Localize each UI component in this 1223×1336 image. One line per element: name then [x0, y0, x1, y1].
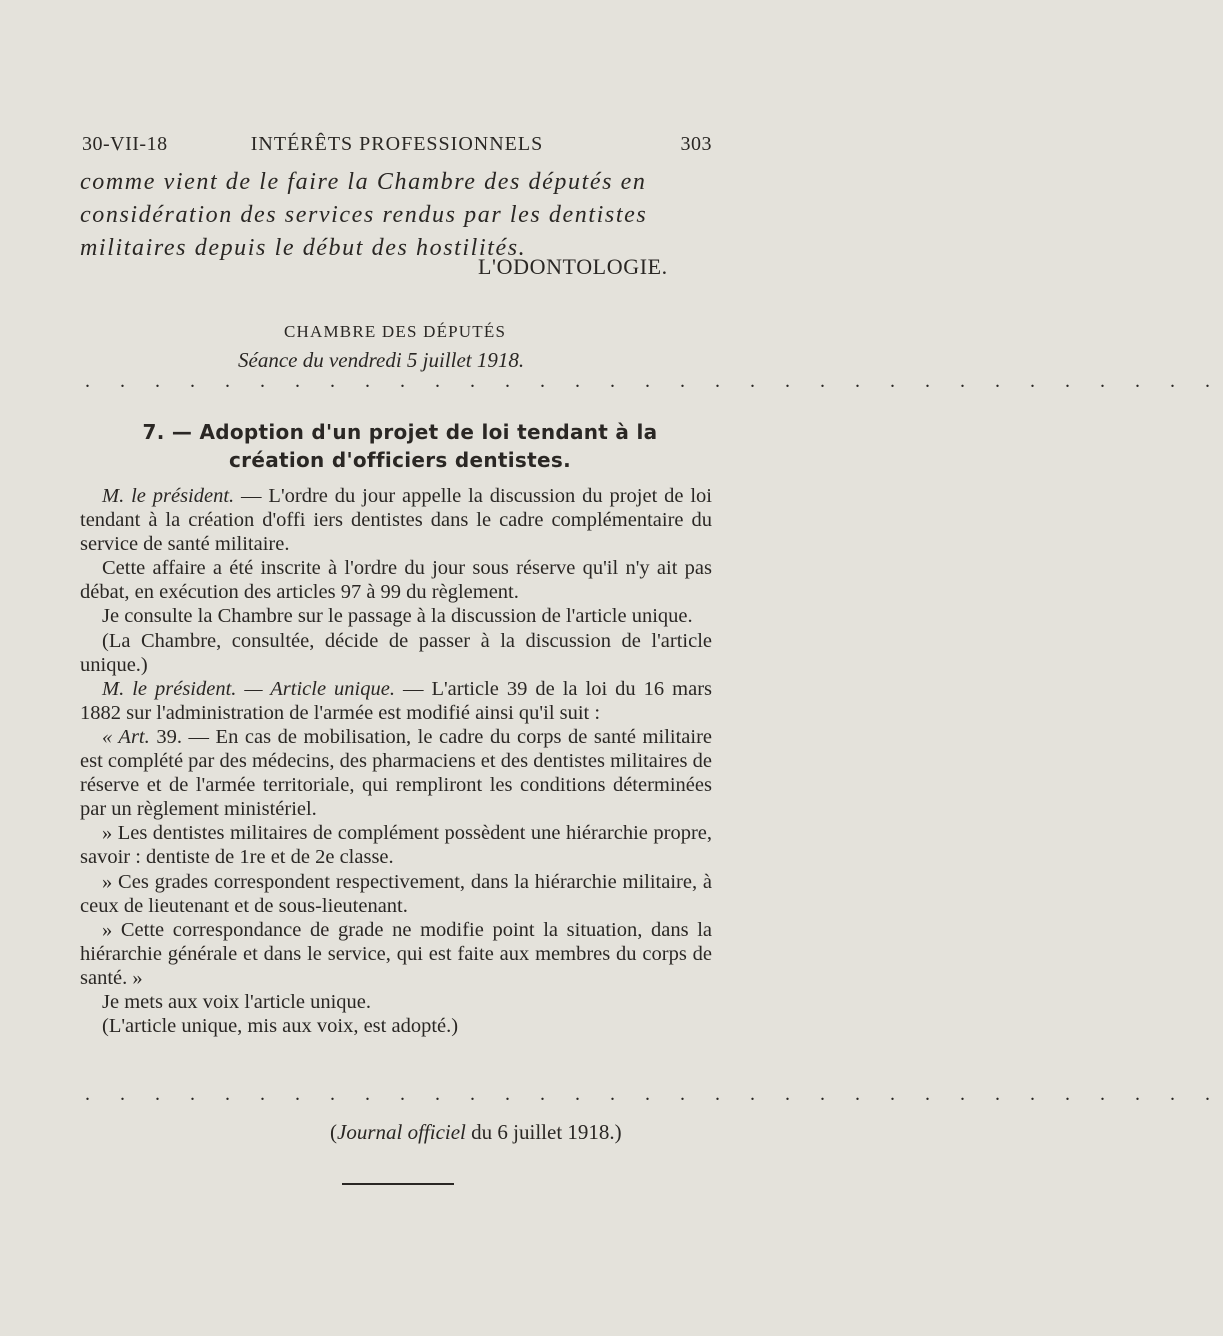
paragraph-text: — L'ordre du jour appelle la discussion du projet de loi tendant à la création d'offi iers dentistes dans le cadre complémentaire du service de santé militaire. [80, 485, 712, 556]
running-header [82, 133, 712, 161]
end-rule [342, 1183, 454, 1185]
paragraph: Je mets aux voix l'article unique. [102, 990, 371, 1013]
header-date: 30-VII-18 [82, 133, 168, 155]
page-number: 303 [680, 133, 712, 155]
journal-name: Journal officiel [337, 1120, 466, 1144]
paragraph-text: 39. — En cas de mobilisation, le cadre du corps de santé militaire est complété par des médecins, des pharmaciens et des dentistes militaires de réserve et de l'armée territoriale, qui rempliront les conditions déterminées par un règlement ministériel. [80, 725, 712, 821]
paragraph: Je consulte la Chambre sur le passage à la discussion de l'article unique. [102, 605, 693, 628]
paragraph: Cette affaire a été inscrite à l'ordre du jour sous réserve qu'il n'y ait pas débat, en exécution des articles 97 à 99 du règlement. [80, 557, 712, 604]
signature: L'ODONTOLOGIE. [478, 254, 668, 279]
session-date: Séance du vendredi 5 juillet 1918. [238, 348, 525, 372]
citation-open: ( [330, 1120, 337, 1144]
speaker-label: M. le président. — Article unique. [102, 677, 395, 700]
paragraph: » Ces grades correspondent respectivement, dans la hiérarchie militaire, à ceux de lieutenant et de sous-lieutenant. [80, 870, 712, 917]
citation-date: du 6 juillet 1918.) [465, 1120, 622, 1144]
article-label: « Art. [102, 725, 150, 748]
paragraph: (L'article unique, mis aux voix, est adopté.) [102, 1015, 459, 1038]
section-title: 7. — Adoption d'un projet de loi tendant à la création d'officiers dentistes. [142, 420, 658, 472]
paragraph: (La Chambre, consultée, décide de passer à la discussion de l'article unique.) [80, 629, 712, 676]
paragraph: » Cette correspondance de grade ne modifie point la situation, dans la hiérarchie générale et dans le service, qui est faite aux membres du corps de santé. » [80, 918, 712, 989]
paragraph: » Les dentistes militaires de complément possèdent une hiérarchie propre, savoir : dentiste de 1re et de 2e classe. [80, 822, 712, 869]
chamber-heading-text: CHAMBRE DES DÉPUTÉS [284, 322, 507, 341]
separator-dots-top: . . . . . . . . . . . . . . . . . . . . . . . . . . . . . . . . . [85, 370, 1223, 392]
source-citation [330, 1120, 622, 1145]
paragraph [80, 677, 712, 725]
intro-paragraph: comme vient de le faire la Chambre des députés en considération des services rendus par les dentistes militaires depuis le début des hostilités. [80, 169, 648, 261]
paragraph [80, 725, 712, 821]
debate-body [80, 484, 712, 1038]
paragraph-text: — L'article 39 de la loi du 16 mars 1882 sur l'administration de l'armée est modifié ainsi qu'il suit : [80, 677, 712, 724]
separator-dots-bottom: . . . . . . . . . . . . . . . . . . . . . . . . . . . . . . . . . [85, 1083, 1223, 1105]
header-title: INTÉRÊTS PROFESSIONNELS [250, 133, 544, 155]
speaker-label: M. le président. [102, 485, 235, 507]
paragraph [80, 484, 712, 556]
